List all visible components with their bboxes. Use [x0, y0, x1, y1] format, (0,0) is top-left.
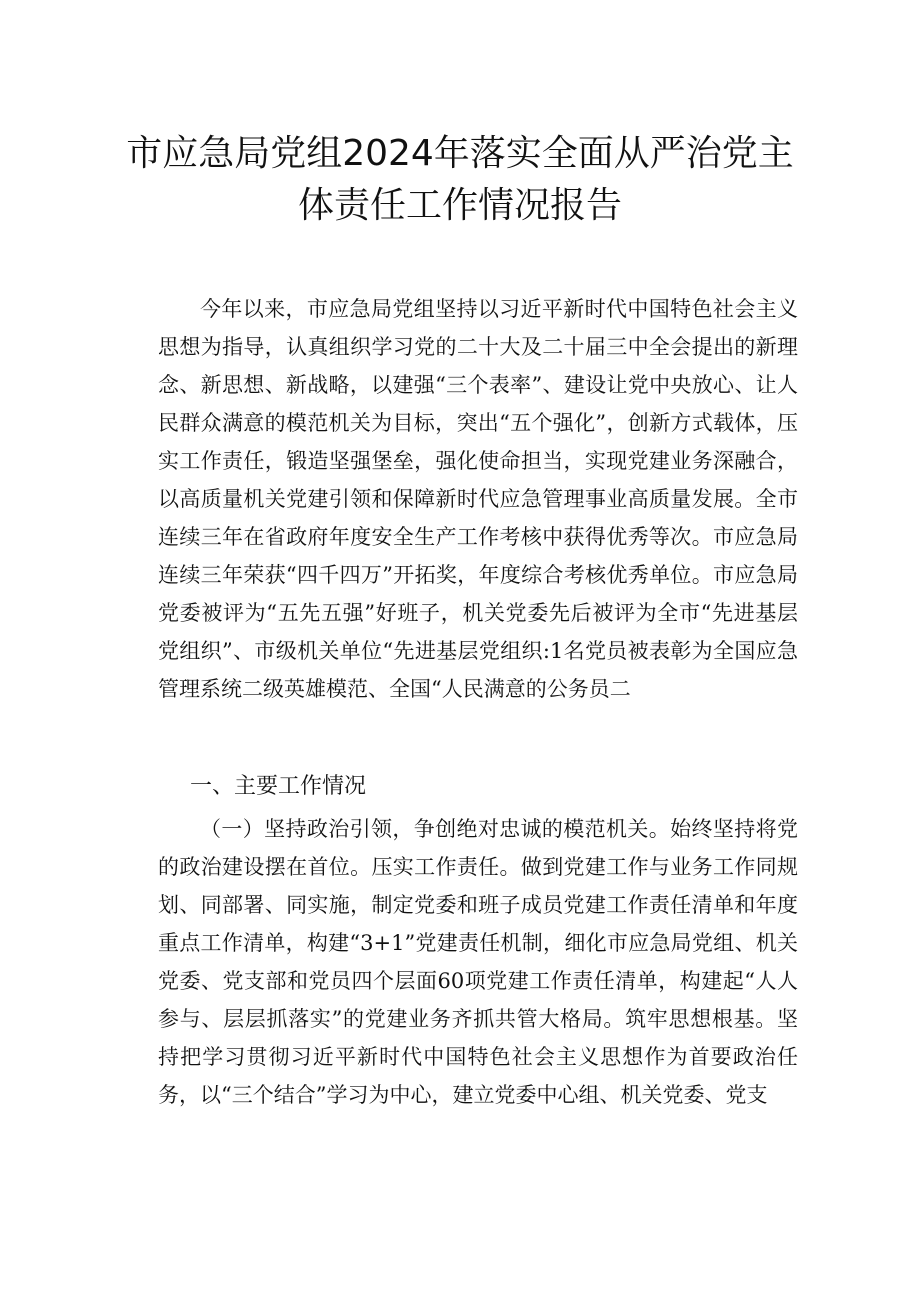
- intro-paragraph-block: [158, 290, 798, 708]
- document-title-line-2: 体责任工作情况报告: [297, 185, 622, 226]
- document-title-line-1: 市应急局党组2024年落实全面从严治党主: [126, 133, 794, 174]
- intro-paragraph: 今年以来，市应急局党组坚持以习近平新时代中国特色社会主义思想为指导，认真组织学习党的二十大及二十届三中全会提出的新理念、新思想、新战略，以建强“三个表率”、建设让党中央放心、让人民群众满意的模范机关为目标，突出“五个强化”，创新方式载体，压实工作责任，锻造坚强堡垒，强化使命担当，实现党建业务深融合，以高质量机关党建引领和保障新时代应急管理事业高质量发展。全市连续三年在省政府年度安全生产工作考核中获得优秀等次。市应急局连续三年荣获“四千四万”开拓奖，年度综合考核优秀单位。市应急局党委被评为“五先五强”好班子，机关党委先后被评为全市“先进基层党组织”、市级机关单位“先进基层党组织:1名党员被表彰为全国应急管理系统二级英雄模范、全国“人民满意的公务员二: [158, 297, 798, 701]
- section-paragraph-block: [158, 810, 798, 1114]
- section-paragraph-1: （一）坚持政治引领，争创绝对忠诚的模范机关。始终坚持将党的政治建设摆在首位。压实工作责任。做到党建工作与业务工作同规划、同部署、同实施，制定党委和班子成员党建工作责任清单和年度重点工作清单，构建“3+1”党建责任机制，细化市应急局党组、机关党委、党支部和党员四个层面60项党建工作责任清单，构建起“人人参与、层层抓落实”的党建业务齐抓共管大格局。筑牢思想根基。坚持把学习贯彻习近平新时代中国特色社会主义思想作为首要政治任务，以“三个结合”学习为中心，建立党委中心组、机关党委、党支: [158, 817, 798, 1107]
- section-heading-main-work: 一、主要工作情况: [190, 774, 367, 799]
